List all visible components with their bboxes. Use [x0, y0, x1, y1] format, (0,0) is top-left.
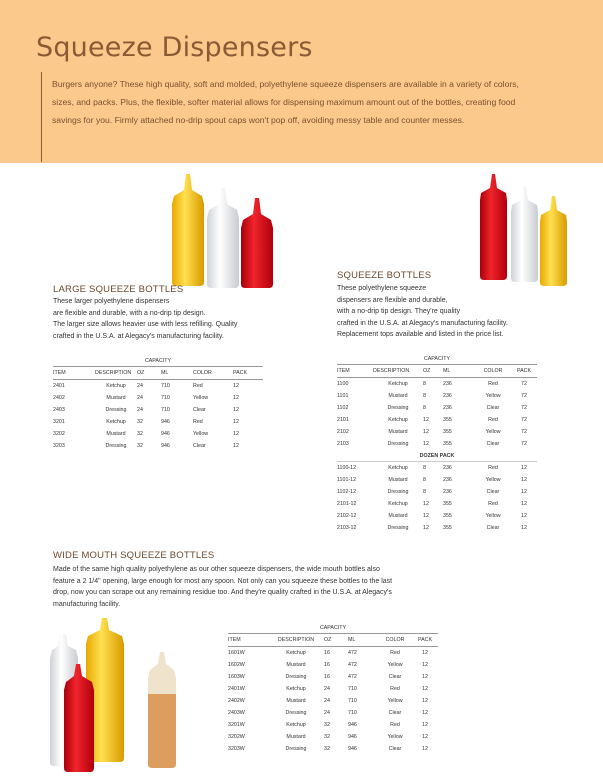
table-cell: 236	[443, 489, 452, 495]
table-cell: Clear	[486, 525, 500, 531]
col-oz: OZ	[423, 365, 443, 378]
col-item: ITEM	[53, 367, 95, 380]
page-title: Squeeze Dispensers	[36, 32, 313, 63]
table-cell: 3203W	[228, 746, 245, 752]
squeeze-section-desc: These polyethylene squeeze dispensers are flexible and durable, with a no-drip tip design. They're quality crafted in the U.S.A. at Alegacy's manufacturing facility. Replacement tops available and listed in the price list.	[337, 285, 508, 338]
table-cell: Dressing	[285, 746, 307, 752]
table-cell: 236	[443, 465, 452, 471]
table-cell: Yellow	[485, 513, 501, 519]
table-cell: 8	[423, 489, 426, 495]
table-cell: 24	[324, 698, 330, 704]
table-cell: 355	[443, 525, 452, 531]
table-cell: 710	[348, 710, 357, 716]
table-cell: Yellow	[485, 429, 501, 435]
table-row	[228, 659, 438, 671]
table-cell: 1603W	[228, 674, 245, 680]
table-cell: 12	[422, 710, 428, 716]
col-pack: PACK	[233, 367, 263, 380]
table-cell: 472	[348, 650, 357, 656]
table-row	[53, 392, 263, 404]
table-row	[228, 634, 438, 647]
table-cell: Ketchup	[286, 722, 306, 728]
table-cell: 2101	[337, 417, 349, 423]
table-cell: 12	[233, 419, 239, 425]
table-cell: 12	[422, 746, 428, 752]
table-cell: 24	[137, 383, 143, 389]
table-cell: 946	[161, 431, 170, 437]
table-row	[228, 719, 438, 731]
table-cell: Mustard	[388, 393, 408, 399]
table-cell: 1601W	[228, 650, 245, 656]
table-cell: 2102	[337, 429, 349, 435]
table-cell: 8	[423, 393, 426, 399]
table-cell: 12	[233, 431, 239, 437]
squeeze-bottles-photo	[476, 172, 574, 288]
table-cell: 1101-12	[337, 477, 357, 483]
intro-rule	[41, 72, 42, 162]
table-row	[337, 450, 537, 462]
table-cell: Dressing	[105, 407, 127, 413]
table-cell: 12	[423, 417, 429, 423]
dozen-pack-label: DOZEN PACK	[337, 450, 537, 462]
table-cell: Red	[488, 501, 498, 507]
squeeze-spec-table	[337, 354, 537, 534]
table-cell: Yellow	[387, 698, 403, 704]
table-row	[53, 367, 263, 380]
table-cell: 72	[521, 405, 527, 411]
table-row	[337, 402, 537, 414]
squeeze-section-title: SQUEEZE BOTTLES	[337, 270, 432, 281]
table-cell: 12	[233, 443, 239, 449]
table-cell: 472	[348, 674, 357, 680]
table-cell: Clear	[486, 441, 500, 447]
table-cell: Ketchup	[388, 381, 408, 387]
table-cell: 2102-12	[337, 513, 357, 519]
large-section-title: LARGE SQUEEZE BOTTLES	[53, 284, 184, 295]
table-row	[337, 365, 537, 378]
table-cell: Red	[488, 417, 498, 423]
table-cell: 946	[348, 722, 357, 728]
table-cell: Mustard	[106, 395, 126, 401]
table-row	[53, 404, 263, 416]
table-cell: 12	[521, 465, 527, 471]
table-cell: 2403	[53, 407, 65, 413]
table-cell: Clear	[193, 407, 206, 413]
table-cell: 8	[423, 381, 426, 387]
table-cell: 2101-12	[337, 501, 357, 507]
table-cell: 72	[521, 417, 527, 423]
table-cell: 355	[443, 513, 452, 519]
table-cell: 16	[324, 650, 330, 656]
table-cell: 946	[161, 419, 170, 425]
table-cell: 12	[423, 441, 429, 447]
table-cell: 24	[324, 710, 330, 716]
table-cell: Dressing	[285, 710, 307, 716]
table-cell: Clear	[388, 746, 402, 752]
table-cell: Red	[390, 650, 400, 656]
table-cell: 2103-12	[337, 525, 357, 531]
table-cell: 12	[521, 525, 527, 531]
table-cell: 355	[443, 417, 452, 423]
col-ml: ML	[443, 365, 475, 378]
col-item: ITEM	[228, 634, 268, 647]
table-cell: Yellow	[193, 395, 209, 401]
table-cell: 12	[521, 477, 527, 483]
table-cell: 1602W	[228, 662, 245, 668]
table-cell: Yellow	[387, 662, 403, 668]
col-pack: PACK	[412, 634, 438, 647]
table-cell: 12	[521, 501, 527, 507]
table-row	[337, 378, 537, 391]
col-color: COLOR	[193, 367, 233, 380]
table-cell: 12	[423, 501, 429, 507]
table-cell: Ketchup	[106, 383, 126, 389]
table-cell: 355	[443, 501, 452, 507]
table-cell: 236	[443, 405, 452, 411]
table-row	[337, 474, 537, 486]
table-row	[337, 438, 537, 450]
table-cell: 32	[324, 746, 330, 752]
col-ml: ML	[161, 367, 193, 380]
table-cell: Yellow	[193, 431, 209, 437]
table-cell: 2402	[53, 395, 65, 401]
clear-bottle-icon	[207, 188, 239, 288]
table-row	[337, 486, 537, 498]
wide-section-desc: Made of the same high quality polyethylene as our other squeeze dispensers, the wide mouth bottles also feature a 2 1/4" opening, large enough for most any spoon. Not only can you squeeze these bottles to the last drop, now you can scrape out any remaining residue too. And they're quality crafted in the U.S.A. at Alegacy's manufacturing facility.	[53, 566, 393, 608]
table-cell: 12	[422, 650, 428, 656]
table-cell: 12	[423, 525, 429, 531]
capacity-label: CAPACITY	[228, 623, 438, 634]
table-cell: 24	[137, 407, 143, 413]
table-cell: 12	[233, 383, 239, 389]
table-row	[337, 510, 537, 522]
large-bottles-photo	[168, 170, 280, 290]
table-row	[228, 623, 438, 634]
table-row	[53, 440, 263, 452]
col-pack: PACK	[511, 365, 537, 378]
table-cell: 72	[521, 429, 527, 435]
table-cell: 8	[423, 477, 426, 483]
table-cell: 12	[233, 395, 239, 401]
table-row	[337, 498, 537, 510]
table-cell: Ketchup	[388, 501, 408, 507]
table-cell: Yellow	[485, 393, 501, 399]
table-cell: Mustard	[388, 429, 408, 435]
col-description: DESCRIPTION	[95, 367, 137, 380]
table-cell: Dressing	[285, 674, 307, 680]
table-row	[337, 354, 537, 365]
table-cell: Clear	[388, 710, 402, 716]
table-cell: Dressing	[387, 405, 409, 411]
table-cell: 1102	[337, 405, 349, 411]
table-cell: 355	[443, 429, 452, 435]
table-cell: Mustard	[286, 734, 306, 740]
table-cell: Red	[193, 419, 203, 425]
table-cell: 710	[161, 383, 170, 389]
table-cell: Mustard	[286, 698, 306, 704]
col-description: DESCRIPTION	[268, 634, 324, 647]
table-cell: 72	[521, 393, 527, 399]
table-cell: 12	[422, 698, 428, 704]
table-row	[337, 390, 537, 402]
table-cell: Yellow	[387, 734, 403, 740]
table-cell: 710	[348, 698, 357, 704]
col-color: COLOR	[378, 634, 412, 647]
intro-text: Burgers anyone? These high quality, soft and molded, polyethylene squeeze dispensers are available in a variety of colors, sizes, and packs. Plus, the flexible, softer material allows for dispensing maximum amount out of the bottles, creating food savings for you. Firmly attached no-drip spout caps won't pop off, avoiding messy table and counter messes.	[52, 79, 519, 125]
table-cell: 12	[423, 513, 429, 519]
table-cell: 355	[443, 441, 452, 447]
table-cell: 12	[422, 662, 428, 668]
table-cell: 12	[422, 734, 428, 740]
table-cell: 236	[443, 477, 452, 483]
table-row	[337, 462, 537, 475]
table-cell: 24	[324, 686, 330, 692]
table-cell: 2103	[337, 441, 349, 447]
clear-bottle-icon	[511, 186, 538, 282]
col-color: COLOR	[475, 365, 511, 378]
table-row	[53, 428, 263, 440]
table-cell: 8	[423, 405, 426, 411]
table-cell: 3201W	[228, 722, 245, 728]
table-cell: Red	[488, 465, 498, 471]
table-cell: 24	[137, 395, 143, 401]
wide-section-title: WIDE MOUTH SQUEEZE BOTTLES	[53, 550, 215, 561]
large-spec-table	[53, 356, 263, 452]
table-row	[53, 416, 263, 428]
table-cell: 12	[423, 429, 429, 435]
col-oz: OZ	[324, 634, 348, 647]
table-row	[53, 380, 263, 393]
table-cell: 16	[324, 674, 330, 680]
table-cell: Red	[488, 381, 498, 387]
table-cell: 32	[324, 734, 330, 740]
table-row	[228, 731, 438, 743]
table-cell: 72	[521, 441, 527, 447]
table-cell: Clear	[193, 443, 206, 449]
yellow-bottle-icon	[540, 196, 567, 286]
table-cell: 32	[137, 431, 143, 437]
table-cell: Yellow	[485, 477, 501, 483]
table-cell: 32	[137, 419, 143, 425]
table-cell: 2401	[53, 383, 65, 389]
table-row	[228, 683, 438, 695]
table-cell: 12	[422, 686, 428, 692]
red-bottle-icon	[480, 174, 507, 280]
table-cell: Clear	[486, 489, 500, 495]
col-oz: OZ	[137, 367, 161, 380]
table-cell: Ketchup	[388, 465, 408, 471]
table-cell: Red	[390, 686, 400, 692]
table-cell: 8	[423, 465, 426, 471]
table-cell: 236	[443, 381, 452, 387]
col-ml: ML	[348, 634, 378, 647]
table-row	[228, 647, 438, 660]
table-row	[228, 671, 438, 683]
large-section-desc: These larger polyethylene dispensers are flexible and durable, with a no-drip tip design. The larger size allows heavier use with less refilling. Quality crafted in the U.S.A. at Alegacy's manufacturing facility.	[53, 298, 238, 340]
table-row	[53, 356, 263, 367]
table-cell: 3202W	[228, 734, 245, 740]
table-cell: 16	[324, 662, 330, 668]
table-cell: 2403W	[228, 710, 245, 716]
table-cell: 946	[348, 734, 357, 740]
col-description: DESCRIPTION	[373, 365, 423, 378]
table-cell: Clear	[388, 674, 402, 680]
table-cell: 12	[422, 674, 428, 680]
table-cell: 12	[422, 722, 428, 728]
table-cell: 3202	[53, 431, 65, 437]
table-cell: 710	[161, 395, 170, 401]
capacity-label: CAPACITY	[337, 354, 537, 365]
table-cell: 946	[161, 443, 170, 449]
table-cell: 2402W	[228, 698, 245, 704]
table-cell: 472	[348, 662, 357, 668]
table-cell: Mustard	[286, 662, 306, 668]
table-cell: Ketchup	[286, 686, 306, 692]
capacity-label: CAPACITY	[53, 356, 263, 367]
dressing-bottle-icon	[148, 652, 176, 768]
table-cell: Mustard	[106, 431, 126, 437]
table-cell: 1100	[337, 381, 349, 387]
table-row	[337, 426, 537, 438]
table-cell: 1100-12	[337, 465, 357, 471]
table-cell: 32	[324, 722, 330, 728]
table-cell: Clear	[486, 405, 500, 411]
table-row	[228, 695, 438, 707]
table-cell: 236	[443, 393, 452, 399]
table-cell: 946	[348, 746, 357, 752]
table-cell: 72	[521, 381, 527, 387]
table-cell: Mustard	[388, 513, 408, 519]
table-cell: Red	[390, 722, 400, 728]
table-cell: 2401W	[228, 686, 245, 692]
table-cell: 710	[348, 686, 357, 692]
table-cell: Dressing	[105, 443, 127, 449]
table-cell: Ketchup	[388, 417, 408, 423]
table-cell: Mustard	[388, 477, 408, 483]
table-cell: 1101	[337, 393, 349, 399]
table-cell: 32	[137, 443, 143, 449]
table-cell: Ketchup	[106, 419, 126, 425]
red-bottle-icon	[241, 198, 273, 288]
table-row	[228, 743, 438, 755]
wide-spec-table	[228, 623, 438, 755]
table-cell: 12	[521, 489, 527, 495]
table-cell: 12	[521, 513, 527, 519]
table-cell: 1102-12	[337, 489, 357, 495]
col-item: ITEM	[337, 365, 373, 378]
table-row	[337, 414, 537, 426]
table-row	[337, 522, 537, 534]
table-cell: Dressing	[387, 525, 409, 531]
table-cell: 3201	[53, 419, 65, 425]
table-cell: Ketchup	[286, 650, 306, 656]
table-row	[228, 707, 438, 719]
table-cell: Dressing	[387, 441, 409, 447]
table-cell: Red	[193, 383, 203, 389]
wide-mouth-bottles-photo	[44, 612, 190, 772]
table-cell: Dressing	[387, 489, 409, 495]
yellow-bottle-icon	[172, 174, 204, 286]
table-cell: 3203	[53, 443, 65, 449]
table-cell: 710	[161, 407, 170, 413]
table-cell: 12	[233, 407, 239, 413]
